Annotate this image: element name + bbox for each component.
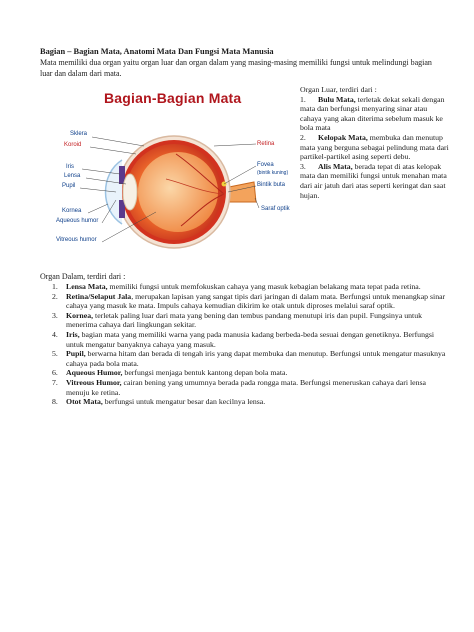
label-bintik-buta: Bintik buta (257, 182, 286, 188)
outer-organs-heading: Organ Luar, terdiri dari : (300, 85, 377, 94)
label-fovea: Fovea (257, 162, 274, 168)
label-kornea: Kornea (62, 208, 82, 214)
document-title: Bagian – Bagian Mata, Anatomi Mata Dan Fungsi Mata Manusia (40, 47, 274, 56)
label-retina: Retina (257, 141, 275, 147)
label-pupil: Pupil (62, 183, 76, 189)
list-item: 6. Aqueous Humor, berfungsi menjaga bentuk kantong depan bola mata. (52, 368, 288, 378)
list-item: 7. Vitreous Humor, cairan bening yang umumnya berada pada rongga mata. Berfungsi meneruskan cahaya dari lensa menuju ke retina. (52, 377, 426, 397)
outer-organ-item: 1. Bulu Mata, terletak dekat sekali dengan mata dan berfungsi menyaring sinar atau cahaya yang akan diterima sebelum masuk ke bola mata (300, 94, 445, 133)
list-item: 5. Pupil, berwarna hitam dan berada di tengah iris yang dapat membuka dan menutup. Berfungsi untuk mengatur masuknya cahaya pada bola mata. (52, 349, 446, 368)
list-item: 3. Kornea, terletak paling luar dari mata yang bening dan tembus pandang menutupi iris dan pupil. Fungsinya untuk menerima cahaya dari lingkungan sekitar. (52, 310, 422, 330)
lens-shape (123, 174, 137, 210)
inner-organs-heading: Organ Dalam, terdiri dari : (40, 272, 126, 281)
list-item: 1. Lensa Mata, memiliki fungsi untuk memfokuskan cahaya yang masuk kebagian belakang mata tepat pada retina. (52, 282, 421, 291)
intro-paragraph: Mata memiliki dua organ yaitu organ luar dan organ dalam yang masing-masing memiliki fungsi untuk melindungi bagian luar dan dalam dari mata. (40, 58, 432, 78)
outer-organs-section (300, 85, 450, 200)
label-iris: Iris (66, 164, 74, 170)
label-aqueous-humor: Aqueous humor (56, 218, 99, 224)
list-item: 4. Iris, bagian mata yang memiliki warna yang pada manusia kadang berbeda-beda sesuai dengan genetiknya. Berfungsi untuk mengatur banyaknya cahaya yang masuk. (52, 329, 435, 349)
list-item: 2. Retina/Selaput Jala, merupakan lapisan yang sangat tipis dari jaringan di dalam mata. Berfungsi untuk menangkap sinar cahaya yang masuk ke mata. Impuls cahaya kemudian dikirim ke otak untuk diproses melalui saraf optik. (52, 291, 446, 311)
outer-organ-item: 3. Alis Mata, berada tepat di atas kelopak mata dan memiliki fungsi untuk menahan mata dari air jatuh dari atas seperti keringat dan saat hujan. (300, 161, 447, 200)
label-saraf-optik: Saraf optik (261, 206, 290, 212)
outer-organ-item: 2. Kelopak Mata, membuka dan menutup mata yang berguna sebagai pelindung mata dari partikel-partikel asing seperti debu. (300, 132, 449, 162)
label-lensa: Lensa (64, 173, 81, 179)
list-item: 8. Otot Mata, berfungsi untuk mengatur besar dan kecilnya lensa. (52, 397, 266, 407)
label-sklera: Sklera (70, 131, 88, 137)
eye-anatomy-figure (56, 84, 306, 260)
inner-organs-list (52, 282, 448, 407)
figure-title: Bagian-Bagian Mata (104, 90, 242, 106)
label-vitreous-humor: Vitreous humor (56, 237, 97, 243)
label-fovea-note: (bintik kuning) (257, 170, 289, 176)
vitreous-shape (138, 152, 218, 232)
label-koroid: Koroid (64, 142, 82, 148)
